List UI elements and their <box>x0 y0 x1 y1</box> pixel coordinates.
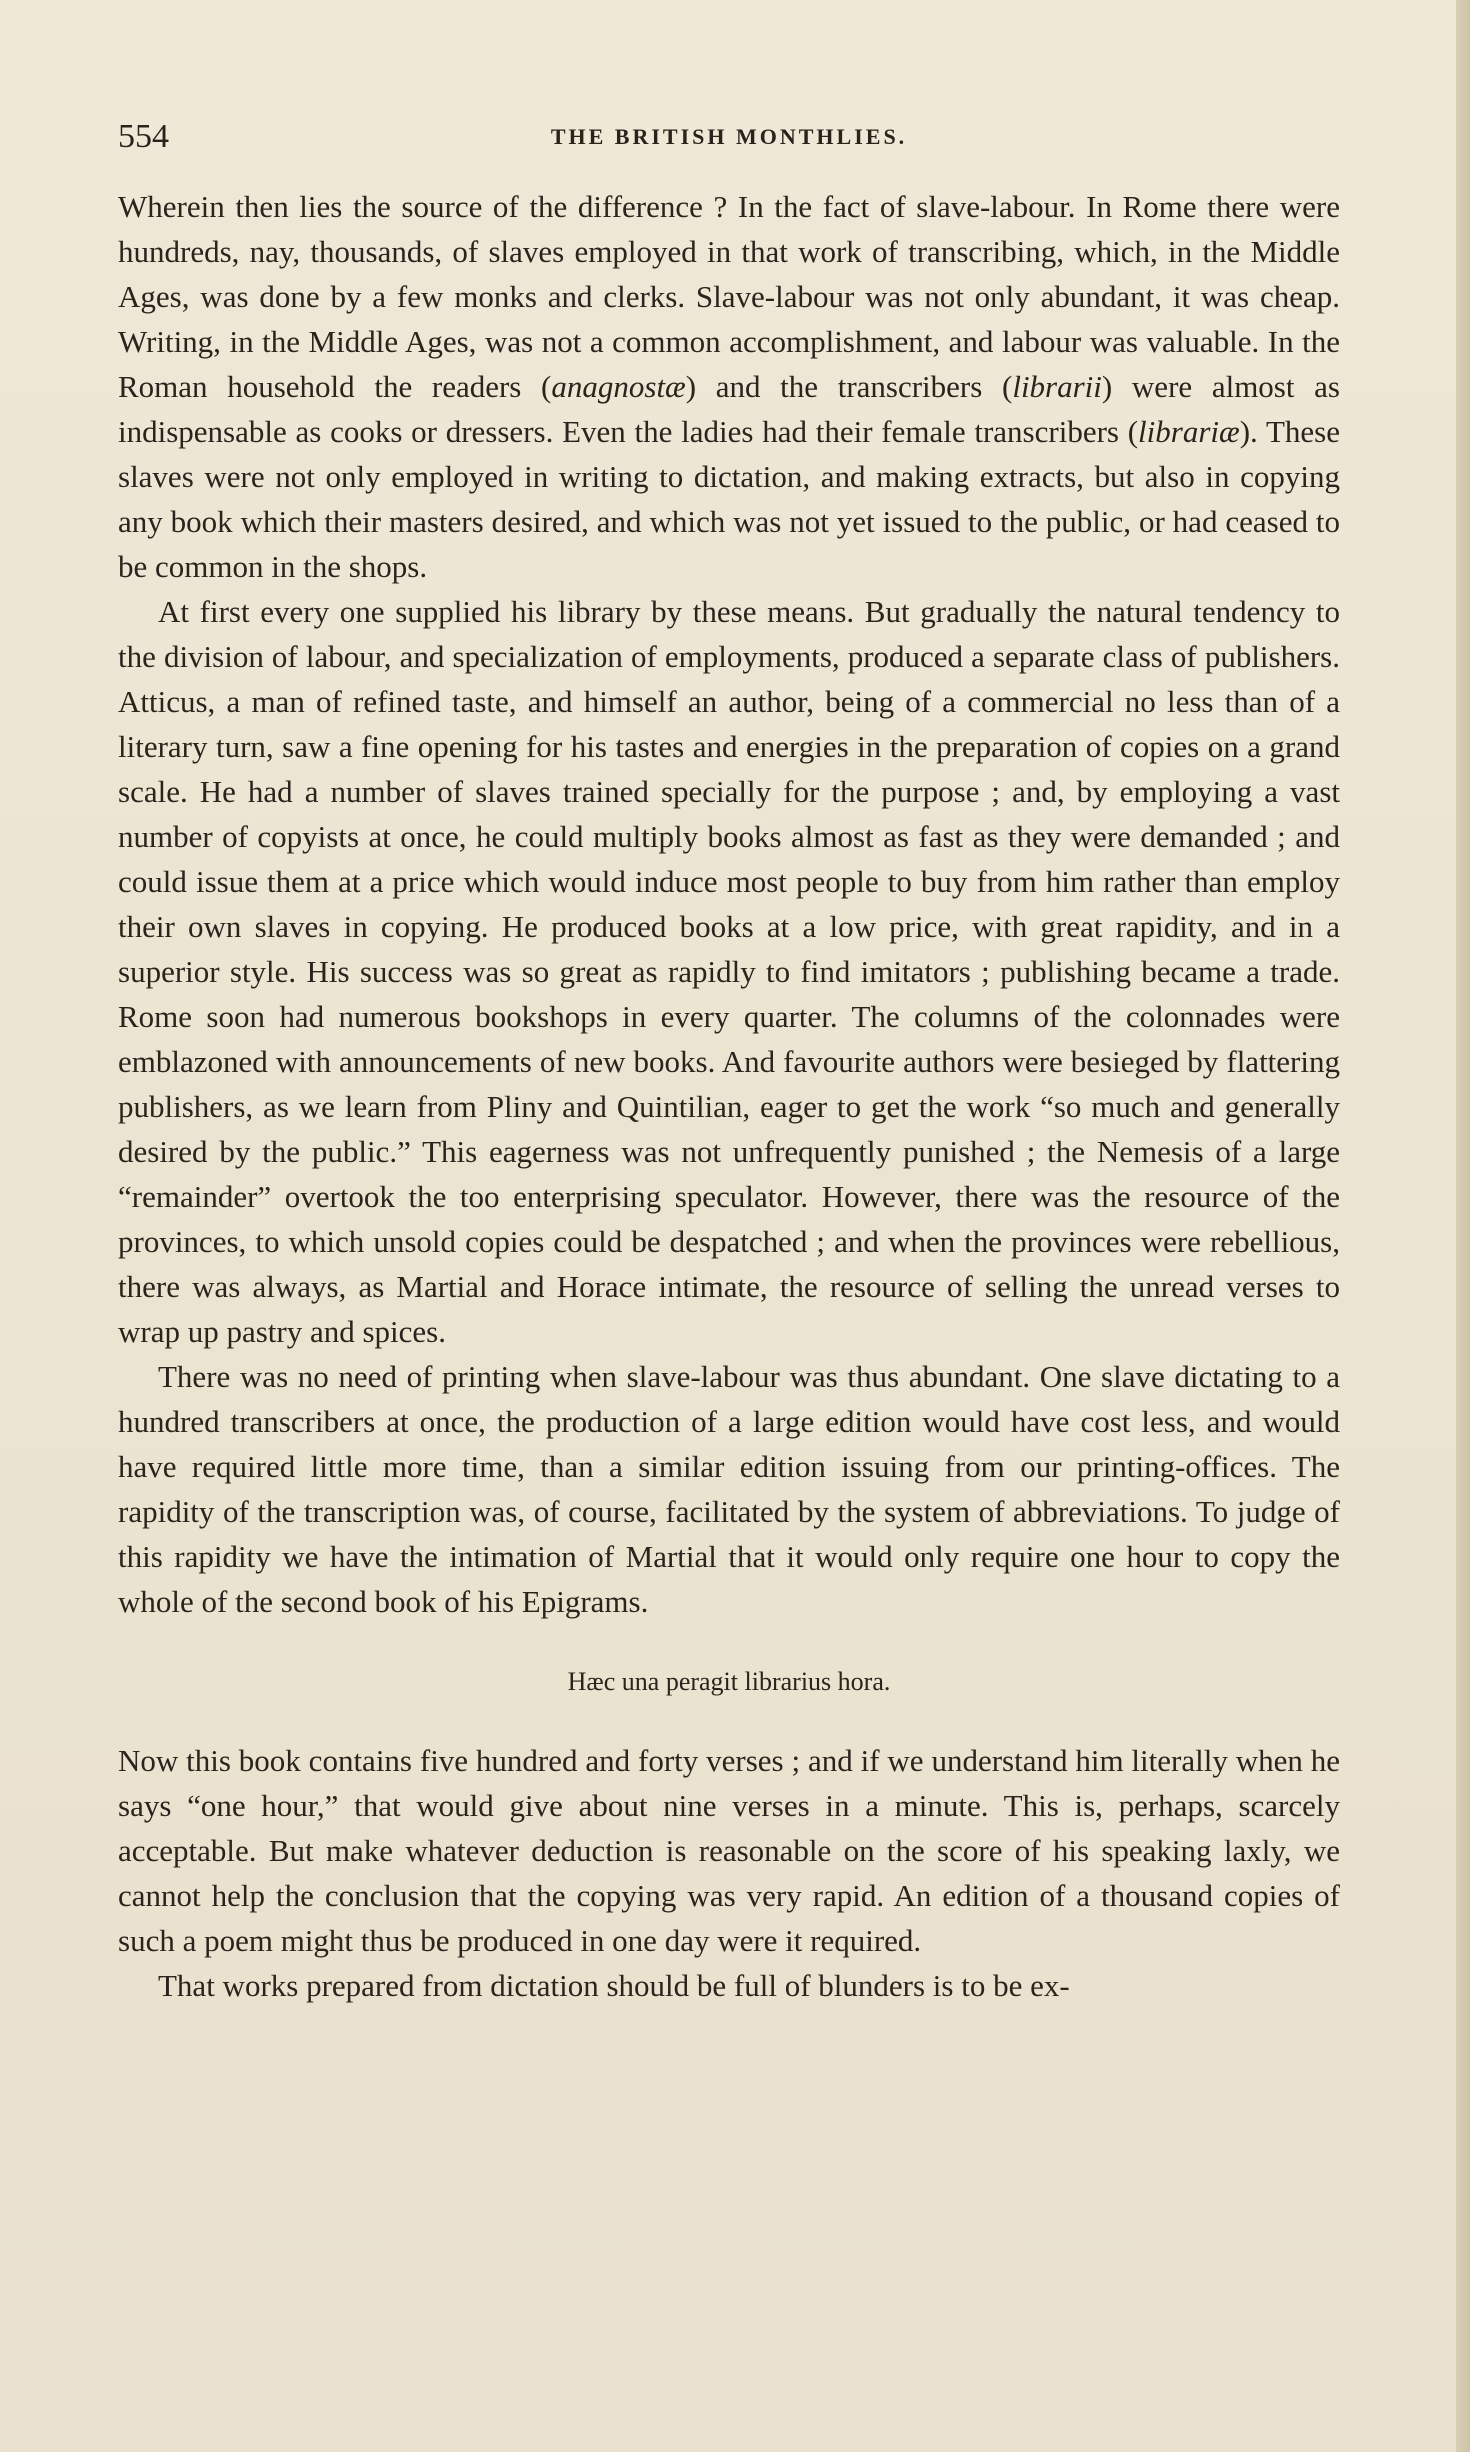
paragraph-1-part-d: ). These slaves were not only employed in writing to dictation, and making extracts, but also in copying any book which their masters desired, and which was not yet issued to the public, or had ceased to be common in the shops. <box>118 414 1340 584</box>
latin-quotation: Hæc una peragit librarius hora. <box>567 1667 891 1696</box>
page-number: 554 <box>118 118 169 155</box>
page-header <box>118 112 1340 162</box>
paragraph-4: Now this book contains five hundred and forty verses ; and if we understand him literally when he says “one hour,” that would give about nine verses in a minute. This is, perhaps, scarcely acceptable. But make whatever deduction is reasonable on the score of his speaking laxly, we cannot help the conclusion that the copying was very rapid. An edition of a thousand copies of such a poem might thus be produced in one day were it required. <box>118 1743 1340 1958</box>
paragraph-1-part-b: ) and the transcribers ( <box>685 369 1013 404</box>
italic-term-librarii: librarii <box>1012 369 1102 404</box>
paragraph-3: There was no need of printing when slave-labour was thus abundant. One slave dictating to a hundred transcribers at once, the production of a large edition would have cost less, and would have required little more time, than a similar edition issuing from our printing-offices. The rapidity of the transcription was, of course, facilitated by the system of abbreviations. To judge of this rapidity we have the intimation of Martial that it would only require one hour to copy the whole of the second book of his Epigrams. <box>118 1359 1340 1619</box>
body-text <box>118 184 1340 2008</box>
page-edge-shadow <box>1456 0 1470 2452</box>
paragraph-1-part-a: Wherein then lies the source of the difference ? In the fact of slave-labour. In Rome there were hundreds, nay, thousands, of slaves employed in that work of transcribing, which, in the Middle Ages, was done by a few monks and clerks. Slave-labour was not only abundant, it was cheap. Writing, in the Middle Ages, was not a common accomplishment, and labour was valuable. In the Roman household the readers ( <box>118 189 1340 404</box>
running-head: THE BRITISH MONTHLIES. <box>550 124 908 149</box>
italic-term-librariae: librariæ <box>1138 414 1240 449</box>
italic-term-anagnostae: anagnostæ <box>551 369 686 404</box>
paragraph-5: That works prepared from dictation should be full of blunders is to be ex- <box>158 1968 1070 2003</box>
paragraph-1-part-c: ) were almost as indispensable as cooks or dressers. Even the ladies had their female transcribers ( <box>118 369 1340 449</box>
paragraph-1 <box>118 184 1340 589</box>
paragraph-2: At first every one supplied his library by these means. But gradually the natural tendency to the division of labour, and specialization of employments, produced a separate class of publishers. Atticus, a man of refined taste, and himself an author, being of a commercial no less than of a literary turn, saw a fine opening for his tastes and energies in the preparation of copies on a grand scale. He had a number of slaves trained specially for the purpose ; and, by employing a vast number of copyists at once, he could multiply books almost as fast as they were demanded ; and could issue them at a price which would induce most people to buy from him rather than employ their own slaves in copying. He produced books at a low price, with great rapidity, and in a superior style. His success was so great as rapidly to find imitators ; publishing became a trade. Rome soon had numerous bookshops in every quarter. The columns of the colonnades were emblazoned with announcements of new books. And favourite authors were besieged by flattering publishers, as we learn from Pliny and Quintilian, eager to get the work “so much and generally desired by the public.” This eagerness was not unfrequently punished ; the Nemesis of a large “remainder” overtook the too enterprising speculator. However, there was the resource of the provinces, to which unsold copies could be despatched ; and when the provinces were rebellious, there was always, as Martial and Horace intimate, the resource of selling the unread verses to wrap up pastry and spices. <box>118 594 1340 1349</box>
